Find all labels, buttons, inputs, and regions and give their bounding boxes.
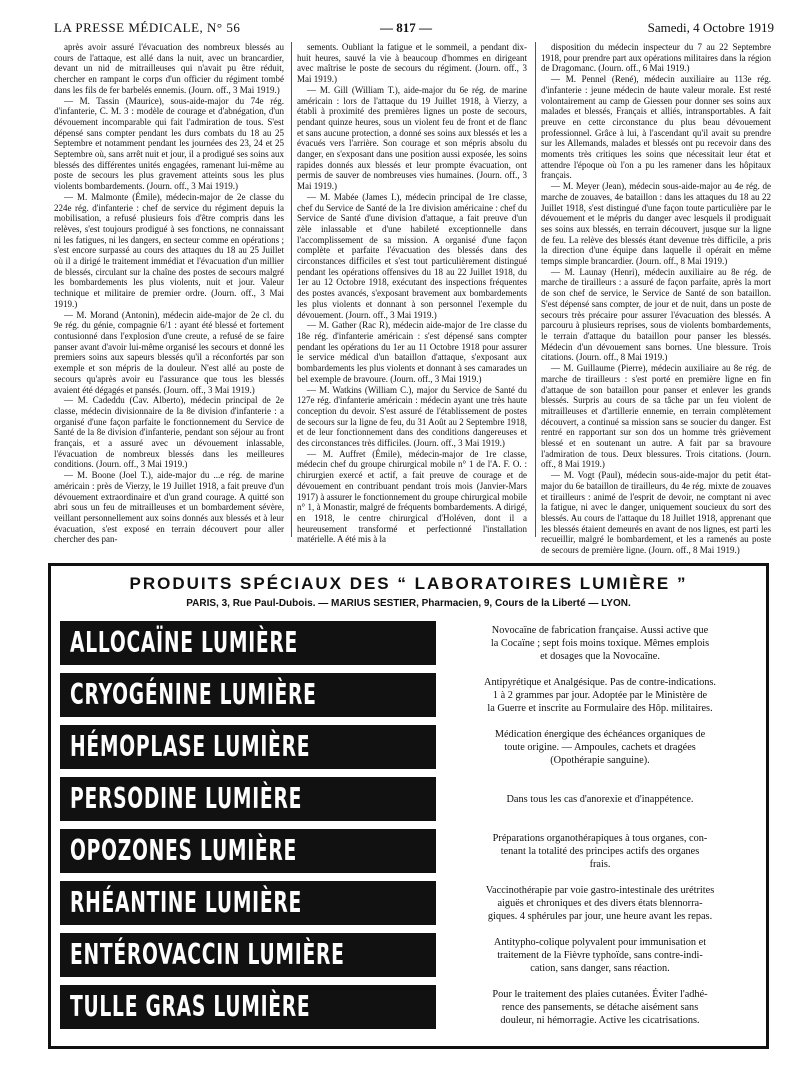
description-line: Antipyrétique et Analgésique. Pas de contre-indications.: [484, 676, 716, 688]
product-description: [446, 725, 754, 769]
product-description: [446, 777, 754, 821]
description-line: giques. 4 sphérules par jour, une heure avant les repas.: [487, 910, 713, 922]
product-name: CRYOGÉNINE LUMIÈRE: [70, 679, 317, 712]
description-line: tenant la totalité des principes actifs des organes: [500, 845, 700, 857]
product-description: [446, 985, 754, 1029]
description-line: traitement de la Fièvre typhoïde, sans contre-indi-: [497, 949, 703, 961]
description-line: et dosages que la Novocaïne.: [540, 650, 660, 662]
description-line: douleur, ni hémorragie. Active les cicatrisations.: [500, 1014, 700, 1026]
product-banner: [60, 985, 436, 1029]
paragraph: après avoir assuré l'évacuation des nombreux blessés au cours de l'attaque, est allé dans la nuit, avec un brancardier, devant un nid de mitrailleuses qui n'avait pu être réduit, chercher en rampant le corps d'un officier du régiment tombé dans les fils de fer barbelés ennemis. (Journ. off., 3 Mai 1919.): [54, 42, 284, 95]
paragraph: — M. Boone (Joel T.), aide-major du ...e rég. de marine américain : près de Vierzy, le 19 Juillet 1918, a fait preuve d'un dévouement extraordinaire et d'un grand courage. A quitté son abri sous un feu de mitrailleuses et un bombardement sévère, veillant personnellement aux soins donnés aux blessés et à leur évacuation, s'est exposé en terrain découvert pour aller chercher des pan-: [54, 470, 284, 545]
product-row: [60, 985, 757, 1029]
description-line: la Cocaïne ; sept fois moins toxique. Mêmes emplois: [490, 637, 710, 649]
description-line: (Opothérapie sanguine).: [550, 754, 650, 766]
page-header: [54, 20, 774, 36]
product-banner: [60, 881, 436, 925]
description-line: aiguës et chroniques et des divers états blennorra-: [497, 897, 703, 909]
paragraph: — M. Auffret (Émile), médecin-major de 1re classe, médecin chef du groupe chirurgical mobile n° 1 de l'A. F. O. : chirurgien exercé et actif, a fait preuve de courage et de dévouement en contribuant pendant trois mois (Janvier-Mars 1917) à assurer le fonctionnement du groupe chirurgical mobile n° 1, à Monastir, malgré de fréquents bombardements. A dirigé, en 1918, le centre chirurgical d'Holéven, dont il a heureusement transformé et perfectionné l'installation matérielle. A été mis à la: [297, 448, 527, 545]
product-banner: [60, 933, 436, 977]
product-name: OPOZONES LUMIÈRE: [70, 835, 298, 868]
paragraph: — M. Malmonte (Émile), médecin-major de 2e classe du 224e rég. d'infanterie : chef de service du régiment depuis la mobilisation, a refusé plusieurs fois d'être compris dans les relèves, s'est toujours prodigué à ses fonctions, ne connaissant ni les fatigues, ni les dangers, en secteur comme en opérations ; s'est encore surpassé au cours des attaques du 18 au 25 Juillet où il a dirigé le traitement immédiat et l'évacuation d'un millier de blessés, circulant sur la chaîne des postes de secours malgré les bombardements les plus violents, nuit et jour. Valeur technique et militaire de premier ordre. (Journ. off., 3 Mai 1919.): [54, 191, 284, 309]
advertisement-box: [48, 563, 769, 1049]
paragraph: — M. Gill (William T.), aide-major du 6e rég. de marine américain : lors de l'attaque du 19 Juillet 1918, à Vierzy, a établi à proximité des premières lignes un poste de secours, pendant quinze heures, sous un violent feu de front et de flanc et sans aucune protection, a donné ses soins aux blessés et les a évacués vers l'arrière. Son courage et son mépris absolu du danger, en s'exposant dans une position aussi exposée, les soins rapides donnés aux blessés et leur prompte évacuation, ont permis de sauver de nombreuses vies humaines. (Journ. off., 3 Mai 1919.): [297, 84, 527, 192]
paragraph: — M. Vogt (Paul), médecin sous-aide-major du petit état-major du 6e bataillon de tirailleurs, du 4e rég. mixte de zouaves et tirailleurs : animé de l'esprit de devoir, ne comptant ni avec la fatigue, ni avec le danger, uniquement soucieux du sort des blessés. Au cours de l'attaque du 18 Juillet 1918, apprenant que les blessés étaient demeurés en avant de nos lignes, est parti les recueillir, malgré le bombardement, et les a ramenés au poste de secours de première ligne. (Journ. off., 8 Mai 1919.): [541, 470, 771, 556]
description-line: Vaccinothérapie par voie gastro-intestinale des urétrites: [485, 884, 715, 896]
column-1: [54, 42, 284, 545]
description-line: Novocaïne de fabrication française. Aussi active que: [491, 624, 709, 636]
description-line: frais.: [589, 858, 611, 870]
product-banner: [60, 673, 436, 717]
paragraph: — M. Watkins (William C.), major du Service de Santé du 127e rég. d'infanterie américain : médecin ayant une très haute conception du devoir. S'est assuré de l'établissement de postes de secours sur la ligne de feu, du 31 Août au 2 Septembre 1918, et de leur fonctionnement dans des conditions dangereuses et des circonstances très difficiles. (Journ. off., 3 Mai 1919.): [297, 384, 527, 449]
paragraph: — M. Meyer (Jean), médecin sous-aide-major au 4e rég. de marche de zouaves, 4e bataillon : dans les attaques du 18 au 22 Juillet 1918, s'est distingué d'une façon toute particulière par le dévouement et le mépris du danger avec lesquels il prodiguait ses soins aux blessés, en terrain découvert, jusque sur la ligne de feu. La relève des blessés étant devenue très difficile, a pris la direction d'une équipe dans laquelle il opérait en même temps simple brancardier. (Journ. off., 8 Mai 1919.): [541, 181, 771, 267]
description-line: la Guerre et inscrite au Formulaire des Hôp. militaires.: [487, 702, 713, 714]
column-2: [297, 42, 527, 545]
product-row: [60, 829, 757, 873]
product-row: [60, 725, 757, 769]
product-name: HÉMOPLASE LUMIÈRE: [70, 731, 311, 764]
product-row: [60, 881, 757, 925]
description-line: toute origine. — Ampoules, cachets et dragées: [504, 741, 696, 753]
paragraph: — M. Cadeddu (Cav. Alberto), médecin principal de 2e classe, médecin divisionnaire de la 8e division d'infanterie : a organisé d'une façon parfaite le fonctionnement du Service de Santé de la 8e division d'infanterie, pendant son séjour au front français, et a assuré avec un dévouement inlassable, l'évacuation de nombreux blessés dans les meilleures conditions. (Journ. off., 3 Mai 1919.): [54, 395, 284, 470]
ad-title: PRODUITS SPÉCIAUX DES “ LABORATOIRES LUMIÈRE ”: [129, 574, 688, 593]
product-banner: [60, 621, 436, 665]
product-description: [446, 673, 754, 717]
journal-title: LA PRESSE MÉDICALE, N° 56: [54, 20, 241, 35]
product-description: [446, 621, 754, 665]
description-line: Dans tous les cas d'anorexie et d'inappétence.: [506, 793, 694, 805]
description-line: Antitypho-colique polyvalent pour immunisation et: [493, 936, 707, 948]
column-divider: [535, 42, 536, 537]
product-banner: [60, 777, 436, 821]
product-row: [60, 621, 757, 665]
product-name: ALLOCAÏNE LUMIÈRE: [70, 627, 299, 660]
ad-address: PARIS, 3, Rue Paul-Dubois. — MARIUS SESTIER, Pharmacien, 9, Cours de la Liberté — LYON.: [186, 598, 631, 609]
paragraph: — M. Gather (Rac R), médecin aide-major de 1re classe du 18e rég. d'infanterie américain : s'est dépensé sans compter pendant les opérations du 1er au 11 Octobre 1918 pour assurer le service médical d'un bataillon d'attaque, s'exposant aux bombardements les plus violents et donnant à ses camarades un bel exemple de bravoure. (Journ. off., 3 Mai 1919.): [297, 320, 527, 384]
paragraph: — M. Tassin (Maurice), sous-aide-major du 74e rég. d'infanterie, C. M. 3 : modèle de courage et d'abnégation, d'un dévouement incomparable qui fait l'admiration de tous. S'est dépensé sans compter pendant les durs combats du 18 au 25 Septembre et notamment pendant les journées des 23, 24 et 25 Septembre où, sans arrêt nuit et jour, il a prodigué ses soins aux blessés des différentes unités engagées, ramenant lui-même au poste de secours les plus gravement atteints sous les plus violents bombardements. (Journ. off., 3 Mai 1919.): [54, 95, 284, 192]
paragraph: — M. Morand (Antonin), médecin aide-major de 2e cl. du 9e rég. du génie, compagnie 6/1 : ayant été blessé et fortement contusionné dans l'explosion d'une creute, a refusé de se faire panser avant d'avoir lui-même organisé les secours et donné les premiers soins aux sapeurs blessés qu'il a réconfortés par son exemple et son mépris de la douleur. N'est allé au poste de secours qu'après avoir eu l'assurance que tous les blessés avaient été dégagés et pansés. (Journ. off., 3 Mai 1919.): [54, 309, 284, 395]
description-line: Médication énergique des échéances organiques de: [494, 728, 706, 740]
product-description: [446, 881, 754, 925]
product-name: PERSODINE LUMIÈRE: [70, 783, 303, 816]
product-description: [446, 933, 754, 977]
product-name: RHÉANTINE LUMIÈRE: [70, 887, 303, 920]
product-banner: [60, 725, 436, 769]
article-columns: [54, 42, 774, 556]
description-line: Préparations organothérapiques à tous organes, con-: [492, 832, 708, 844]
paragraph: — M. Pennel (René), médecin auxiliaire au 113e rég. d'infanterie : jeune médecin de haute valeur morale. Est resté volontairement au camp de Giessen pour donner ses soins aux malades et blessés, Français et alliés, intransportables. A fait preuve en cette circonstance du plus beau dévouement professionnel. Grâce à lui, à l'ascendant qu'il avait su prendre sur les Allemands, malades et blessés ont pu recevoir dans des moments très critiques les soins que nécessitait leur état et attendre l'époque où l'on a pu les ramener dans les hôpitaux français.: [541, 74, 771, 181]
product-banner: [60, 829, 436, 873]
product-row: [60, 933, 757, 977]
description-line: cation, sans danger, sans réaction.: [530, 962, 670, 974]
product-row: [60, 673, 757, 717]
description-line: rence des pansements, se détache aisément sans: [501, 1001, 699, 1013]
description-line: Pour le traitement des plaies cutanées. Éviter l'adhé-: [492, 988, 708, 1000]
product-name: ENTÉROVACCIN LUMIÈRE: [70, 939, 345, 972]
description-line: 1 à 2 grammes par jour. Adoptée par le Ministère de: [492, 689, 708, 701]
paragraph: sements. Oubliant la fatigue et le sommeil, a pendant dix-huit heures, sauvé la vie à beaucoup d'hommes en dirigeant avec maîtrise le poste de secours du régiment. (Journ. off., 3 Mai 1919.): [297, 42, 527, 85]
product-row: [60, 777, 757, 821]
column-divider: [291, 42, 292, 537]
product-name: TULLE GRAS LUMIÈRE: [70, 991, 311, 1024]
paragraph: disposition du médecin inspecteur du 7 au 22 Septembre 1918, pour prendre part aux opérations militaires dans la région de Dragomanc. (Journ. off., 6 Mai 1919.): [541, 42, 771, 74]
paragraph: — M. Mabée (James I.), médecin principal de 1re classe, chef du Service de Santé de la 1re division américaine : chef du Service de Santé d'une division d'attaque, a fait preuve d'un zèle inlassable et d'une habileté exceptionnelle dans l'accomplissement de sa mission. A organisé d'une façon complète et parfaite l'évacuation des blessés dans des circonstances difficiles et s'est tout particulièrement distingué pendant les opérations offensives du 18 au 22 Juillet 1918, du 1er au 12 Octobre 1918, exécutant des inspections fréquentes des postes avancés, s'exposant bravement aux bombardements les plus violents et donnant à son personnel l'exemple du dévouement. (Journ. off., 3 Mai 1919.): [297, 191, 527, 320]
issue-date: Samedi, 4 Octobre 1919: [647, 20, 774, 35]
paragraph: — M. Launay (Henri), médecin auxiliaire au 8e rég. de marche de tirailleurs : a assuré de façon parfaite, après la mort de son chef de service, le Service de Santé de son bataillon. S'est dépensé sans compter, de jour et de nuit, dans un poste de secours très précaire pour assurer l'évacuation des blessés. A parcouru à plusieurs reprises, sous de violents bombardements, le terrain d'attaque du bataillon pour panser les blessés. Médecin d'un dévouement sans bornes. Une blessure. Trois citations. (Journ. off., 8 Mai 1919.): [541, 266, 771, 363]
column-3: [541, 42, 771, 556]
page-number: — 817 —: [380, 20, 432, 35]
paragraph: — M. Guillaume (Pierre), médecin auxiliaire au 8e rég. de marche de tirailleurs : s'est porté en première ligne en fin d'attaque de son bataillon pour panser et enlever les grands blessés. Surpris au cours de sa tâche par un feu violent de mitrailleuses et d'artillerie ennemie, en terrain complètement découvert, a continué sa mission sans se soucier du danger. Est rentré en rapportant sur son dos un homme très grièvement blessé et en soutenant un autre. A fait par sa bravoure l'admiration de tous. Deux blessures. Trois citations. (Journ. off., 8 Mai 1919.): [541, 363, 771, 470]
product-description: [446, 829, 754, 873]
